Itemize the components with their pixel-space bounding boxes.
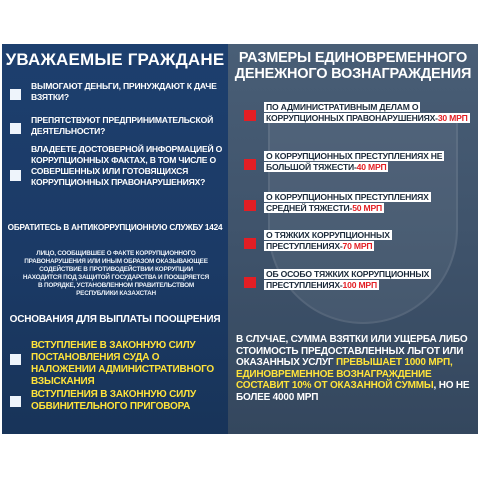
- question-item: [10, 115, 224, 137]
- red-marker-icon: [244, 238, 256, 249]
- contact-title: ОБРАТИТЕСЬ В АНТИКОРРУПЦИОННУЮ СЛУЖБУ 1424: [7, 223, 223, 232]
- red-marker-icon: [244, 277, 256, 288]
- reward-item: [244, 230, 470, 251]
- reward-description: ПО АДМИНИСТРАТИВНЫМ ДЕЛАМ О КОРРУПЦИОННЫХ ПРАВОНАРУШЕНИЯХ-: [266, 102, 438, 123]
- red-marker-icon: [244, 200, 256, 211]
- ground-item: [10, 389, 224, 413]
- checkbox-icon: [10, 123, 21, 134]
- ground-item: [10, 340, 224, 388]
- reward-note-tail: , НО НЕ БОЛЕЕ 4000 МРП: [236, 380, 470, 403]
- contact-body: ЛИЦО, СООБЩИВШЕЕ О ФАКТЕ КОРРУПЦИОННОГО ПРАВОНАРУШЕНИЯ ИЛИ ИНЫМ ОБРАЗОМ ОКАЗЫВАЮЩЕЕ СОДЕЙСТВИЕ В ПРОТИВОДЕЙСТВИИ КОРРУПЦИИ НАХОДИТСЯ ПОД ЗАЩИТОЙ ГОСУДАРСТВА И ПООЩРЯЕТСЯ В ПОРЯДКЕ, УСТАНОВЛЕННОМ ПРАВИТЕЛЬСТВОМ РЕСПУБЛИКИ КАЗАХСТАН: [22, 250, 210, 297]
- ground-text: ВСТУПЛЕНИЯ В ЗАКОННУЮ СИЛУ ОБВИНИТЕЛЬНОГО ПРИГОВОРА: [31, 389, 196, 412]
- grounds-title: ОСНОВАНИЯ ДЛЯ ВЫПЛАТЫ ПООЩРЕНИЯ: [9, 314, 221, 325]
- red-marker-icon: [244, 110, 256, 121]
- reward-text: [264, 151, 470, 172]
- emblem-shield-icon: [268, 114, 458, 324]
- question-text: ВЫМОГАЮТ ДЕНЬГИ, ПРИНУЖДАЮТ К ДАЧЕ ВЗЯТКИ?: [31, 81, 217, 102]
- red-marker-icon: [244, 159, 256, 170]
- checkbox-icon: [10, 89, 21, 100]
- question-text: ВЛАДЕЕТЕ ДОСТОВЕРНОЙ ИНФОРМАЦИЕЙ О КОРРУПЦИОННЫХ ФАКТАХ, В ТОМ ЧИСЛЕ О СОВЕРШЕННЫХ ИЛИ ГОТОВЯЩИХСЯ КОРРУПЦИОННЫХ ПРАВОНАРУШЕНИЯХ?: [31, 144, 223, 187]
- reward-text: [264, 192, 470, 213]
- reward-note: [236, 334, 474, 404]
- question-text: ПРЕПЯТСТВУЮТ ПРЕДПРИНИМАТЕЛЬСКОЙ ДЕЯТЕЛЬНОСТИ?: [31, 115, 214, 136]
- reward-note-highlight: ПРЕВЫШАЕТ 1000 МРП, ЕДИНОВРЕМЕННОЕ ВОЗНАГРАЖДЕНИЕ СОСТАВИТ 10% ОТ ОКАЗАННОЙ СУММЫ: [236, 357, 453, 392]
- reward-text: [264, 269, 470, 290]
- question-item: [10, 144, 224, 188]
- reward-amount: 30 МРП: [437, 112, 468, 123]
- reward-text: [264, 102, 470, 123]
- reward-item: [244, 192, 470, 213]
- ground-text: ВСТУПЛЕНИЕ В ЗАКОННУЮ СИЛУ ПОСТАНОВЛЕНИЯ СУДА О НАЛОЖЕНИИ АДМИНИСТРАТИВНОГО ВЗЫСКАНИЯ: [31, 340, 214, 387]
- reward-note-intro: В СЛУЧАЕ, СУММА ВЗЯТКИ ИЛИ УЩЕРБА ЛИБО СТОИМОСТЬ ПРЕДОСТАВЛЕННЫХ ЛЬГОТ ИЛИ ОКАЗАННЫХ УСЛУГ: [236, 334, 468, 369]
- citizens-panel: [2, 44, 228, 434]
- reward-amount: 100 МРП: [342, 279, 377, 290]
- reward-description: О ТЯЖКИХ КОРРУПЦИОННЫХ ПРЕСТУПЛЕНИЯХ-: [266, 230, 390, 251]
- checkbox-icon: [10, 354, 21, 365]
- reward-amount: 40 МРП: [356, 161, 387, 172]
- reward-description: ОБ ОСОБО ТЯЖКИХ КОРРУПЦИОННЫХ ПРЕСТУПЛЕНИЯХ-: [266, 269, 430, 290]
- anticorruption-poster: [2, 44, 478, 434]
- reward-item: [244, 151, 470, 172]
- checkbox-icon: [10, 396, 21, 407]
- question-item: [10, 81, 224, 103]
- checkbox-icon: [10, 170, 21, 181]
- reward-amount: 50 МРП: [352, 202, 383, 213]
- reward-text: [264, 230, 470, 251]
- citizens-title: УВАЖАЕМЫЕ ГРАЖДАНЕ: [5, 50, 225, 69]
- reward-amount: 70 МРП: [342, 240, 373, 251]
- reward-item: [244, 269, 470, 290]
- reward-description: О КОРРУПЦИОННЫХ ПРЕСТУПЛЕНИЯХ СРЕДНЕЙ ТЯЖЕСТИ-: [266, 192, 429, 213]
- reward-description: О КОРРУПЦИОННЫХ ПРЕСТУПЛЕНИЯХ НЕ БОЛЬШОЙ ТЯЖЕСТИ-: [266, 151, 443, 172]
- reward-item: [244, 102, 470, 123]
- rewards-title: РАЗМЕРЫ ЕДИНОВРЕМЕННОГО ДЕНЕЖНОГО ВОЗНАГРАЖДЕНИЯ: [234, 50, 472, 82]
